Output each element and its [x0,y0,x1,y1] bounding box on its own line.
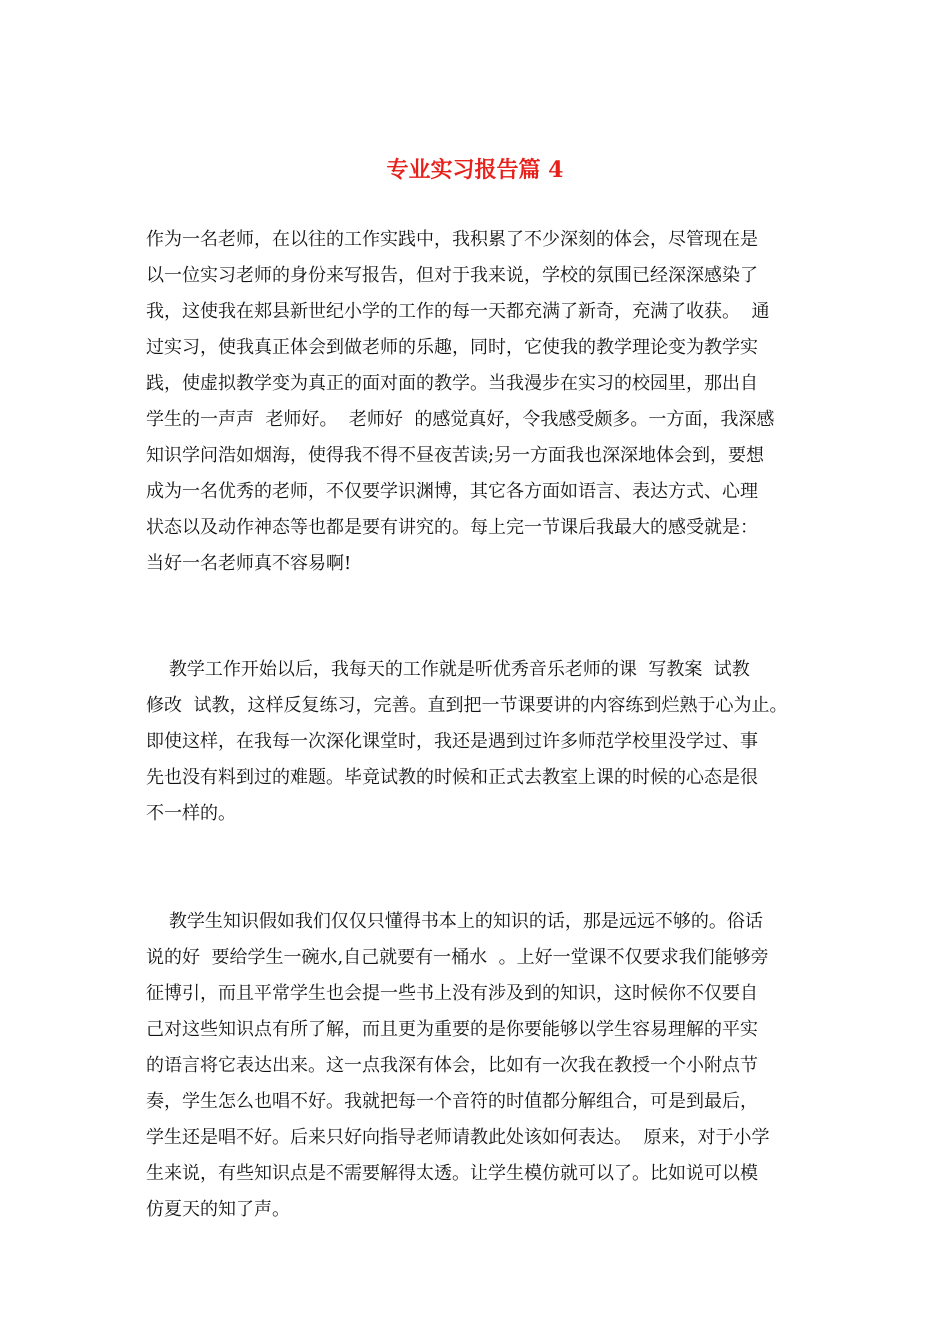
text-line: 践，使虚拟教学变为真正的面对面的教学。当我漫步在实习的校园里，那出自 [146,373,758,394]
text-line: 不一样的。 [146,803,236,824]
text-line: 教学生知识假如我们仅仅只懂得书本上的知识的话，那是远远不够的。俗话 [146,911,763,932]
text-line: 成为一名优秀的老师，不仅要学识渊博，其它各方面如语言、表达方式、心理 [146,481,758,502]
text-line: 征博引，而且平常学生也会提一些书上没有涉及到的知识，这时候你不仅要自 [146,983,758,1004]
text-line: 知识学问浩如烟海，使得我不得不昼夜苦读;另一方面我也深深地体会到，要想 [146,445,765,466]
text-line: 仿夏天的知了声。 [146,1199,290,1220]
text-line: 学生还是唱不好。后来只好向指导老师请教此处该如何表达。 原来，对于小学 [146,1127,770,1148]
text-line: 说的好 要给学生一碗水,自己就要有一桶水 。上好一堂课不仅要求我们能够旁 [146,947,769,968]
text-line: 学生的一声声 老师好。 老师好 的感觉真好，令我感受颇多。一方面，我深感 [146,409,775,430]
text-line: 状态以及动作神态等也都是要有讲究的。每上完一节课后我最大的感受就是： [146,517,758,538]
text-line: 教学工作开始以后，我每天的工作就是听优秀音乐老师的课 写教案 试教 [146,659,750,680]
text-line: 我，这使我在郏县新世纪小学的工作的每一天都充满了新奇，充满了收获。 通 [146,301,770,322]
text-line: 己对这些知识点有所了解，而且更为重要的是你要能够以学生容易理解的平实 [146,1019,758,1040]
text-line: 先也没有料到过的难题。毕竟试教的时候和正式去教室上课的时候的心态是很 [146,767,758,788]
document-title: 专业实习报告篇 4 [386,157,564,183]
text-line: 以一位实习老师的身份来写报告，但对于我来说，学校的氛围已经深深感染了 [146,265,758,286]
text-line: 生来说，有些知识点是不需要解得太透。让学生模仿就可以了。比如说可以模 [146,1163,758,1184]
text-line: 过实习，使我真正体会到做老师的乐趣，同时，它使我的教学理论变为教学实 [146,337,758,358]
text-line: 即使这样，在我每一次深化课堂时，我还是遇到过许多师范学校里没学过、事 [146,731,758,752]
text-line: 当好一名老师真不容易啊! [146,553,352,574]
text-line: 修改 试教，这样反复练习，完善。直到把一节课要讲的内容练到烂熟于心为止。 [146,695,788,716]
text-line: 奏，学生怎么也唱不好。我就把每一个音符的时值都分解组合，可是到最后， [146,1091,758,1112]
text-line: 的语言将它表达出来。这一点我深有体会，比如有一次我在教授一个小附点节 [146,1055,758,1076]
text-line: 作为一名老师，在以往的工作实践中，我积累了不少深刻的体会，尽管现在是 [146,229,758,250]
